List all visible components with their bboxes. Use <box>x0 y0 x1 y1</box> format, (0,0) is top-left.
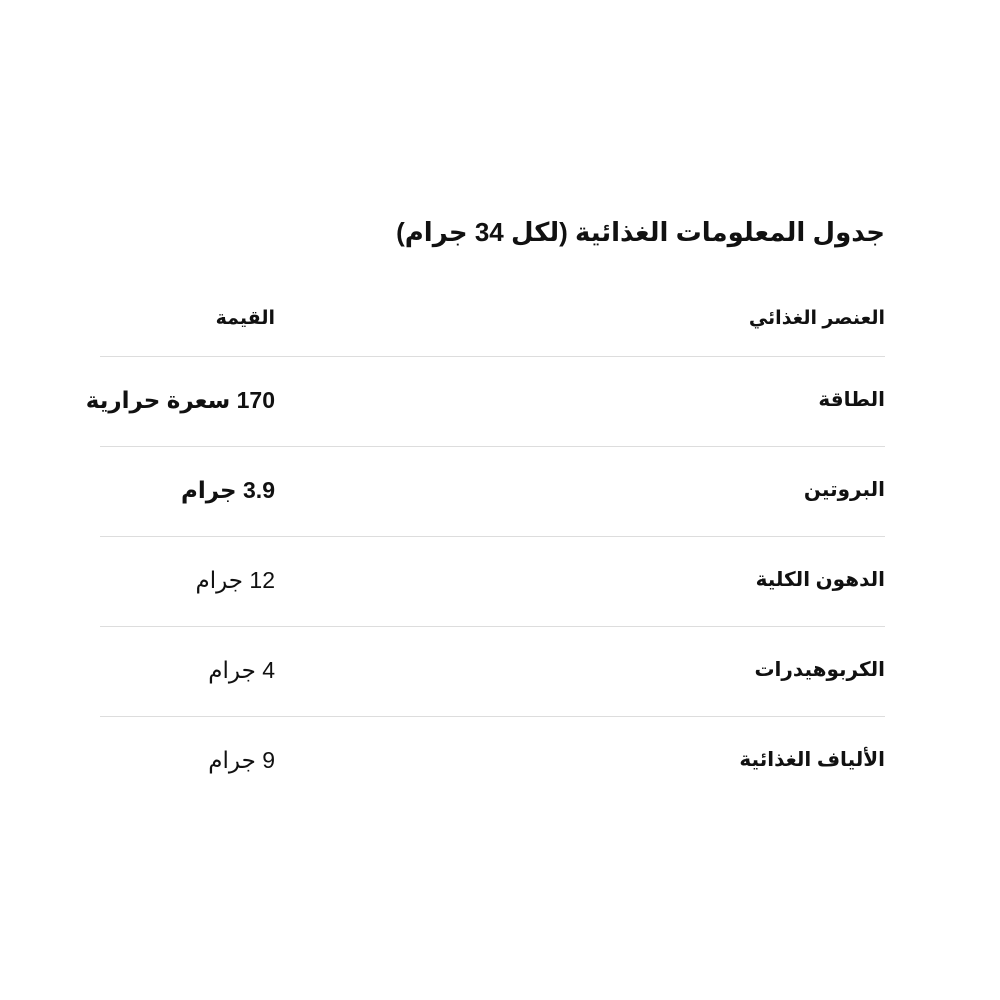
table-row <box>100 447 885 537</box>
nutrient-value: 3.9 جرام <box>181 477 275 503</box>
nutrient-name: الألياف الغذائية <box>739 749 885 771</box>
table-row <box>100 717 885 806</box>
nutrient-value: 12 جرام <box>195 567 275 593</box>
nutrient-name: الدهون الكلية <box>755 569 885 591</box>
table-row <box>100 627 885 717</box>
table-row <box>85 357 885 447</box>
table-header-row <box>100 292 885 357</box>
nutrient-value: 9 جرام <box>208 747 275 773</box>
header-nutrient: العنصر الغذائي <box>748 308 885 329</box>
nutrient-name: الكربوهيدرات <box>754 659 885 681</box>
nutrient-name: البروتين <box>803 479 885 501</box>
nutrient-value: 170 سعرة حرارية <box>85 387 275 413</box>
nutrient-value: 4 جرام <box>208 657 275 683</box>
nutrition-table <box>85 292 885 806</box>
nutrient-name: الطاقة <box>818 389 885 411</box>
table-row <box>100 537 885 627</box>
table-title: جدول المعلومات الغذائية (لكل 34 جرام) <box>396 217 885 247</box>
header-value: القيمة <box>215 308 275 329</box>
